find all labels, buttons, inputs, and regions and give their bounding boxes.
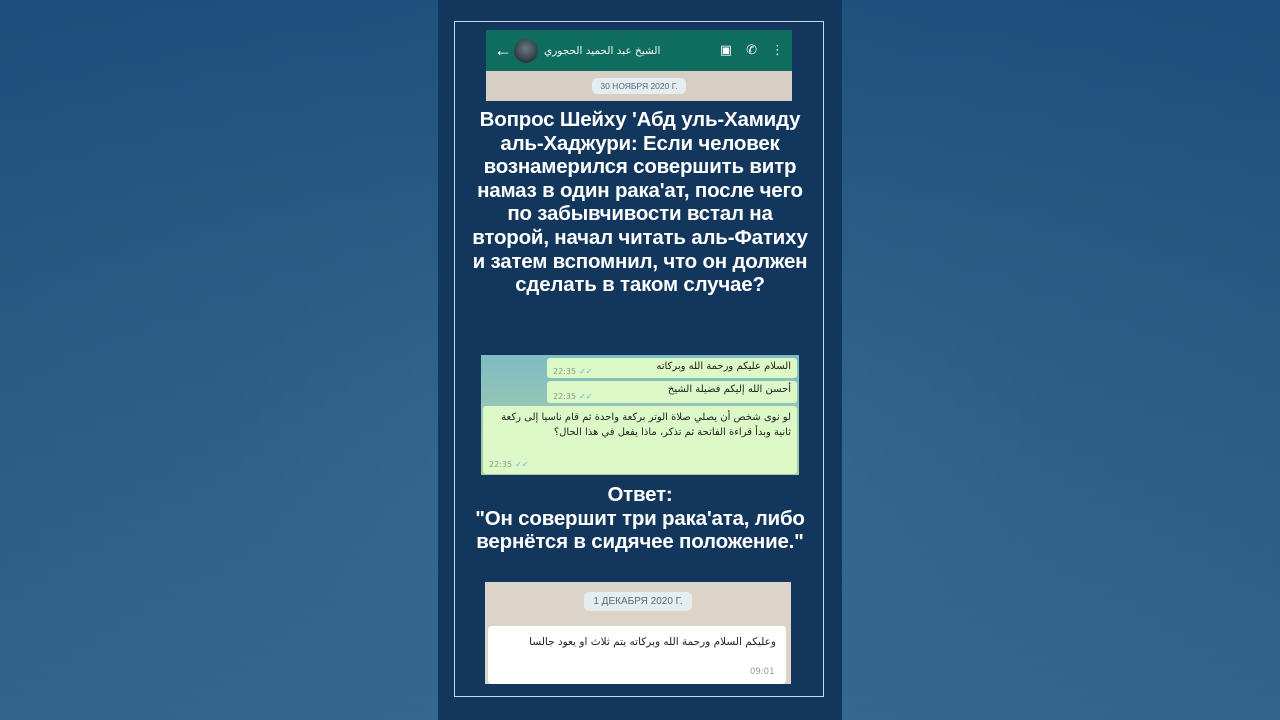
read-ticks-icon: ✓✓ (515, 460, 529, 469)
date-badge-top: 30 НОЯБРЯ 2020 Г. (592, 78, 685, 94)
message-bubble-incoming (488, 626, 786, 684)
phone-icon[interactable]: ✆ (746, 43, 757, 58)
chat-screenshot-bottom (485, 582, 791, 684)
message-text: أحسن الله إليكم فضيلة الشيخ (667, 384, 791, 395)
message-bubble-outgoing (547, 358, 797, 378)
read-ticks-icon: ✓✓ (579, 367, 593, 376)
message-bubble-outgoing (483, 406, 797, 474)
message-time: 09:01 (750, 667, 775, 677)
message-bubble-outgoing (547, 381, 797, 403)
answer-title: Ответ: (607, 483, 673, 506)
message-text: لو نوى شخص أن يصلي صلاة الوتر بركعة واحدة ثم قام ناسيا إلى ركعة ثانية وبدأ قراءة الفاتحة ثم تذكر، ماذا يفعل في هذا الحال؟ (501, 412, 791, 438)
contact-name[interactable]: الشيخ عبد الحميد الحجوري (544, 44, 661, 57)
chat-screenshot-middle (481, 355, 799, 475)
background-blur-right (842, 0, 1280, 720)
message-text: وعليكم السلام ورحمة الله وبركاته يتم ثلاث او يعود جالسا (529, 636, 776, 648)
answer-text: "Он совершит три рака'ата, либо вернётся в сидячее положение." (475, 506, 805, 554)
read-ticks-icon: ✓✓ (579, 392, 593, 401)
avatar[interactable] (514, 39, 538, 63)
background-blur-left (0, 0, 438, 720)
answer-block (470, 483, 810, 554)
date-separator (485, 582, 791, 620)
date-badge-bottom: 1 ДЕКАБРЯ 2020 Г. (584, 592, 691, 611)
message-time: 22:35 ✓✓ (553, 367, 593, 376)
chat-header (486, 30, 792, 71)
date-separator (486, 71, 792, 101)
message-text: السلام عليكم ورحمة الله وبركاته (656, 361, 791, 372)
video-camera-icon[interactable]: ▣ (719, 43, 733, 58)
message-time: 22:35 ✓✓ (489, 460, 529, 469)
question-text: Вопрос Шейху 'Абд уль-Хамиду аль-Хаджури: Если человек вознамерился совершить витр намаз в один рака'ат, после чего по забывчивости встал на второй, начал читать аль-Фатиху и затем вспомнил, что он должен сделать в таком случае? (472, 108, 808, 297)
chat-screenshot-top (486, 30, 792, 101)
message-time: 22:35 ✓✓ (553, 392, 593, 401)
more-vertical-icon[interactable]: ⋮ (771, 43, 784, 58)
arrow-left-icon[interactable]: ← (494, 40, 512, 60)
